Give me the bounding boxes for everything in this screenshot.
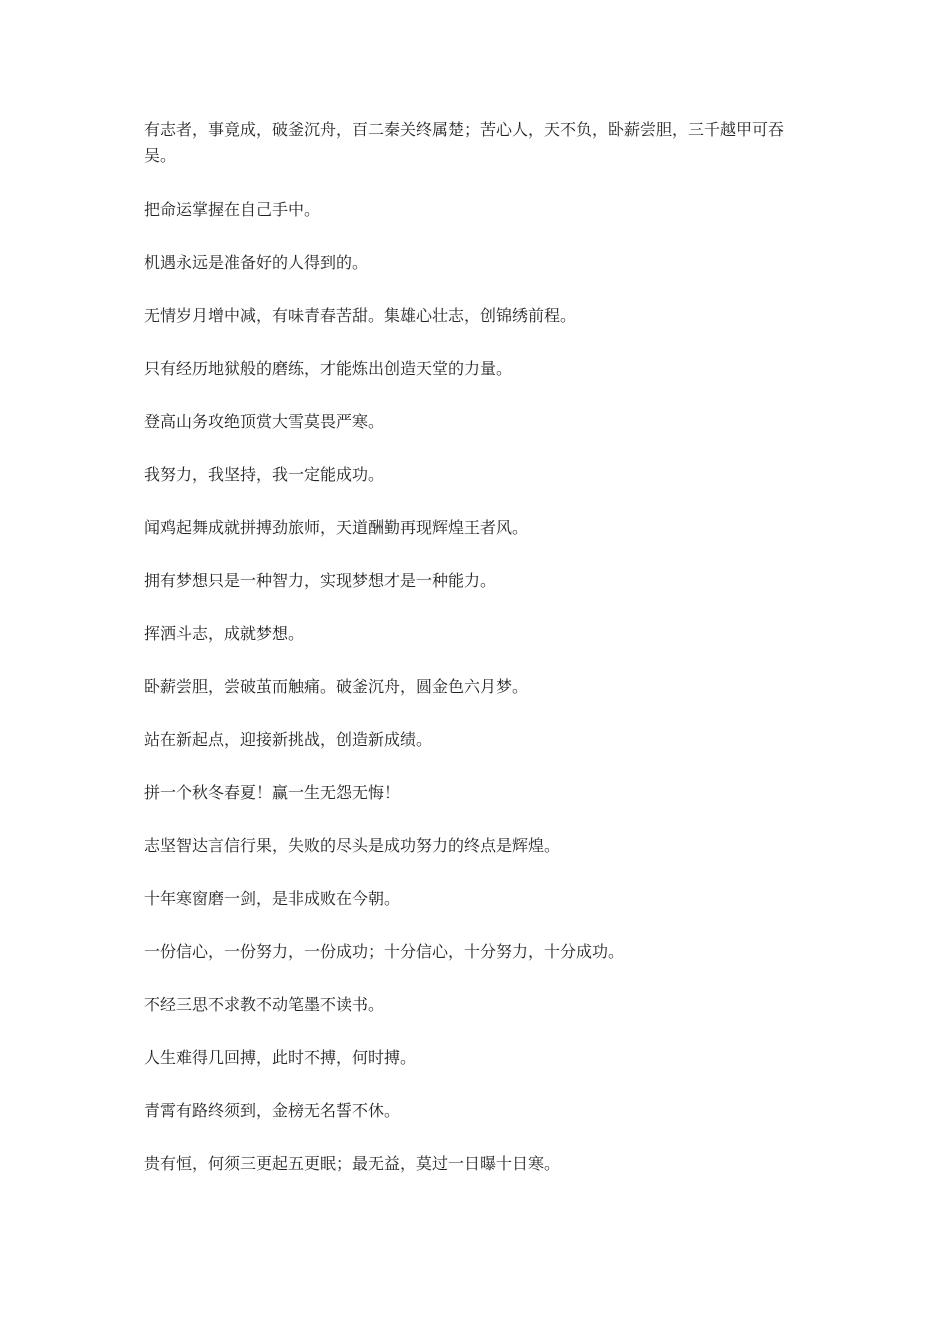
paragraph-8: 闻鸡起舞成就拼搏劲旅师，天道酬勤再现辉煌王者风。	[144, 518, 529, 537]
document-body	[144, 117, 814, 1204]
paragraph-5: 只有经历地狱般的磨练，才能炼出创造天堂的力量。	[144, 359, 513, 378]
paragraph-19: 青霄有路终须到，金榜无名誓不休。	[144, 1101, 401, 1120]
paragraph-2: 把命运掌握在自己手中。	[144, 200, 321, 219]
paragraph-4: 无情岁月增中减，有味青春苦甜。集雄心壮志，创锦绣前程。	[144, 306, 577, 325]
paragraph-17: 不经三思不求教不动笔墨不读书。	[144, 995, 385, 1014]
paragraph-1: 有志者，事竟成，破釜沉舟，百二秦关终属楚；苦心人，天不负，卧薪尝胆，三千越甲可吞吴。	[144, 120, 785, 165]
paragraph-11: 卧薪尝胆，尝破茧而触痛。破釜沉舟，圆金色六月梦。	[144, 677, 529, 696]
paragraph-16: 一份信心，一份努力，一份成功；十分信心，十分努力，十分成功。	[144, 942, 625, 961]
paragraph-20: 贵有恒，何须三更起五更眠；最无益，莫过一日曝十日寒。	[144, 1154, 561, 1173]
paragraph-9: 拥有梦想只是一种智力，实现梦想才是一种能力。	[144, 571, 497, 590]
paragraph-18: 人生难得几回搏，此时不搏，何时搏。	[144, 1048, 417, 1067]
paragraph-3: 机遇永远是准备好的人得到的。	[144, 253, 369, 272]
paragraph-14: 志坚智达言信行果，失败的尽头是成功努力的终点是辉煌。	[144, 836, 561, 855]
paragraph-13: 拼一个秋冬春夏！赢一生无怨无悔！	[144, 783, 401, 802]
paragraph-12: 站在新起点，迎接新挑战，创造新成绩。	[144, 730, 433, 749]
paragraph-7: 我努力，我坚持，我一定能成功。	[144, 465, 385, 484]
paragraph-10: 挥洒斗志，成就梦想。	[144, 624, 305, 643]
paragraph-6: 登高山务攻绝顶赏大雪莫畏严寒。	[144, 412, 385, 431]
paragraph-15: 十年寒窗磨一剑，是非成败在今朝。	[144, 889, 401, 908]
